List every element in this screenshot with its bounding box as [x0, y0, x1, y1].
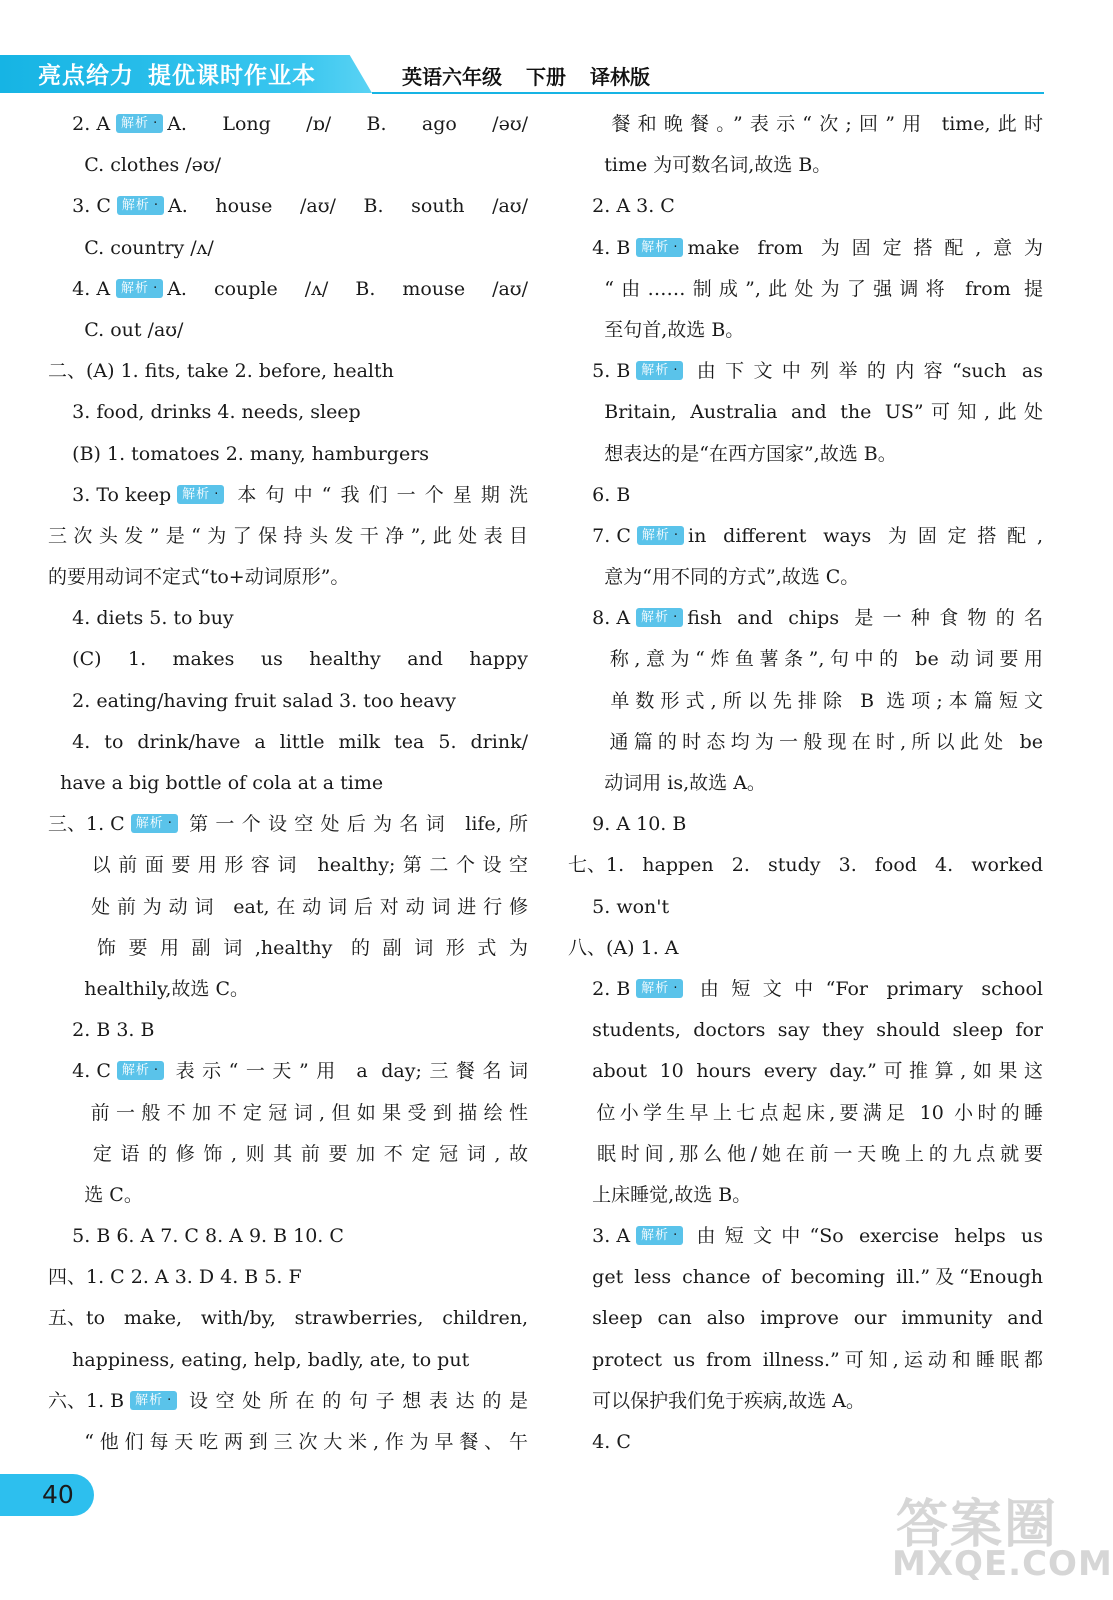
answer-marker: 8. A — [568, 607, 631, 630]
answer-line — [48, 1216, 528, 1257]
answer-text: A. couple /ʌ/ B. mouse /aʊ/ — [167, 277, 528, 300]
answer-line — [48, 639, 528, 680]
answer-text: 通篇的时态均为一般现在时,所以此处 be — [604, 730, 1043, 753]
answer-text: 三次头发”是“为了保持头发干净”,此处表目 — [48, 524, 528, 547]
answer-text: time 为可数名词,故选 B。 — [604, 154, 832, 177]
answer-marker — [48, 722, 72, 763]
answer-line — [568, 1381, 1043, 1422]
answer-marker — [568, 1134, 592, 1175]
answer-text: 第一个设空处后为名词 life,所 — [181, 813, 528, 836]
answer-text: C. clothes /əʊ/ — [84, 154, 222, 177]
answer-line — [48, 1093, 528, 1134]
answer-marker — [48, 1010, 72, 1051]
answer-text: 由下文中列举的内容“such as — [687, 360, 1043, 383]
edition: 译林版 — [590, 65, 650, 89]
answer-line — [568, 1051, 1043, 1092]
answer-marker — [568, 145, 604, 186]
answer-line — [568, 434, 1043, 475]
answer-marker — [568, 1093, 592, 1134]
answer-text: sleep can also improve our immunity and — [592, 1307, 1043, 1330]
analysis-badge: 解析 · — [636, 238, 683, 257]
answer-line — [48, 557, 528, 598]
answer-line — [568, 145, 1043, 186]
answer-line — [48, 845, 528, 886]
answer-text: 4. C — [592, 1431, 631, 1453]
answer-line — [568, 722, 1043, 763]
answer-marker — [48, 434, 72, 475]
answer-marker: 七、 — [568, 854, 607, 877]
answer-text: 4. to drink/have a little milk tea 5. drink/ — [72, 730, 528, 753]
page-header — [0, 0, 1087, 96]
answer-text: 饰要用副词,healthy 的副词形式为 — [84, 936, 528, 959]
answer-line — [48, 1257, 528, 1298]
answer-line — [48, 1175, 528, 1216]
answer-text: C. country /ʌ/ — [84, 236, 214, 259]
answer-line — [48, 392, 528, 433]
answer-line — [568, 1216, 1043, 1257]
answer-line — [568, 1134, 1043, 1175]
answer-text: 以前面要用形容词 healthy;第二个设空 — [84, 854, 528, 877]
answer-line — [48, 887, 528, 928]
answer-marker: 八、 — [568, 936, 607, 959]
answer-marker — [48, 598, 72, 639]
answer-marker — [48, 928, 84, 969]
left-column — [48, 104, 528, 1463]
answer-marker — [48, 1175, 84, 1216]
answer-line — [568, 845, 1043, 886]
answer-marker: 5. B — [568, 360, 631, 383]
answer-marker: 三、1. C — [48, 813, 125, 836]
answer-text: 餐和晚餐。”表示“次;回”用 time,此时 — [604, 113, 1043, 135]
answer-marker: 六、1. B — [48, 1389, 125, 1412]
answer-line — [568, 639, 1043, 680]
answer-marker: 3. C — [48, 195, 111, 218]
answer-text: fits, take 2. before, health — [144, 360, 394, 383]
answer-text: healthily,故选 C。 — [84, 977, 249, 1000]
answer-text: (B) 1. tomatoes 2. many, hamburgers — [72, 442, 430, 465]
answer-marker — [48, 392, 72, 433]
analysis-badge: 解析 · — [117, 196, 164, 215]
answer-line — [568, 598, 1043, 639]
answer-marker: 4. C — [48, 1060, 111, 1083]
answer-text: 6. B — [592, 483, 631, 506]
answer-line — [568, 1422, 1043, 1463]
answer-text: 由短文中“For primary school — [687, 977, 1043, 1000]
analysis-badge: 解析 · — [117, 1061, 164, 1080]
answer-text: 1. happen 2. study 3. food 4. worked — [606, 854, 1043, 877]
answer-marker — [568, 1298, 592, 1339]
answer-marker — [568, 1051, 592, 1092]
answer-marker — [568, 269, 604, 310]
answer-marker — [568, 1175, 592, 1216]
answer-marker — [48, 1422, 84, 1463]
answer-line — [48, 434, 528, 475]
answer-marker — [568, 804, 592, 845]
header-rule — [372, 92, 1044, 94]
answer-text: 5. won't — [592, 895, 670, 918]
answer-marker — [48, 639, 72, 680]
answer-text: 5. B 6. A 7. C 8. A 9. B 10. C — [72, 1225, 344, 1248]
answer-line — [568, 1298, 1043, 1339]
answer-marker — [48, 310, 84, 351]
answer-text: 可以保护我们免于疾病,故选 A。 — [592, 1389, 865, 1412]
answer-line — [48, 186, 528, 227]
book-info — [402, 61, 674, 90]
subject-grade: 英语六年级 — [402, 65, 502, 89]
answer-text: (C) 1. makes us healthy and happy — [72, 648, 528, 671]
answer-text: 由短文中“So exercise helps us — [687, 1225, 1043, 1248]
answer-marker — [568, 104, 604, 145]
answer-text: 前一般不加不定冠词,但如果受到描绘性 — [84, 1101, 528, 1124]
answer-marker — [568, 887, 592, 928]
answer-text: 称,意为“炸鱼薯条”,句中的 be 动词要用 — [604, 648, 1043, 671]
analysis-badge: 解析 · — [636, 1226, 683, 1245]
answer-line — [48, 475, 528, 516]
answer-text: 表示“一天”用 a day;三餐名词 — [168, 1060, 528, 1083]
answer-marker — [48, 228, 84, 269]
series-name: 提优课时作业本 — [148, 63, 316, 89]
answer-text: C. out /aʊ/ — [84, 318, 184, 341]
answer-marker — [568, 186, 592, 227]
answer-line — [568, 475, 1043, 516]
analysis-badge: 解析 · — [636, 979, 683, 998]
answer-text: 想表达的是“在西方国家”,故选 B。 — [604, 442, 897, 465]
answer-marker — [568, 681, 604, 722]
answer-line — [48, 928, 528, 969]
site-watermark — [876, 1482, 1113, 1592]
answer-line — [48, 1422, 528, 1463]
answer-text: 处前为动词 eat,在动词后对动词进行修 — [84, 895, 528, 918]
answer-marker: 二、(A) 1. — [48, 360, 145, 383]
answer-line — [48, 763, 528, 804]
answer-text: students, doctors say they should sleep for — [592, 1019, 1043, 1042]
answer-marker: 2. B — [568, 977, 631, 1000]
answer-text: 上床睡觉,故选 B。 — [592, 1183, 752, 1206]
answer-text: 至句首,故选 B。 — [604, 318, 745, 341]
analysis-badge: 解析 · — [131, 814, 178, 833]
answer-marker — [568, 1010, 592, 1051]
right-column — [568, 104, 1043, 1463]
answer-marker: 五、 — [48, 1307, 87, 1330]
answer-line — [568, 804, 1043, 845]
answer-marker — [568, 722, 604, 763]
answer-line — [568, 104, 1043, 145]
answer-line — [568, 1010, 1043, 1051]
answer-line — [48, 104, 528, 145]
answer-line — [48, 804, 528, 845]
answer-line — [48, 1340, 528, 1381]
answer-marker — [568, 1257, 592, 1298]
answer-marker — [568, 1340, 592, 1381]
answer-line — [568, 1257, 1043, 1298]
analysis-badge: 解析 · — [636, 361, 683, 380]
answer-text: 动词用 is,故选 A。 — [604, 772, 766, 794]
answer-text: happiness, eating, help, badly, ate, to put — [72, 1348, 470, 1371]
answer-text: 定语的修饰,则其前要加不定冠词,故 — [84, 1142, 528, 1165]
answer-text: protect us from illness.”可知,运动和睡眠都 — [592, 1348, 1043, 1371]
answer-line — [568, 269, 1043, 310]
watermark-logo-text: 答案圈 — [896, 1495, 1059, 1555]
answer-marker — [568, 763, 604, 804]
answer-line — [48, 598, 528, 639]
answer-text: “他们每天吃两到三次大米,作为早餐、午 — [84, 1431, 528, 1453]
answer-line — [48, 1381, 528, 1422]
answer-text: 意为“用不同的方式”,故选 C。 — [604, 566, 860, 589]
answer-marker — [568, 392, 604, 433]
answer-text: 2. A 3. C — [592, 195, 675, 218]
answer-marker: 2. A — [48, 113, 111, 135]
answer-marker: 4. B — [568, 236, 631, 259]
answer-line — [568, 186, 1043, 227]
answer-line — [48, 722, 528, 763]
answer-marker: 四、 — [48, 1266, 87, 1289]
answer-line — [48, 269, 528, 310]
answer-line — [568, 928, 1043, 969]
answer-marker — [568, 639, 604, 680]
answer-line — [568, 1175, 1043, 1216]
answer-text: 的要用动词不定式“to+动词原形”。 — [48, 566, 350, 589]
answer-text: 位小学生早上七点起床,要满足 10 小时的睡 — [592, 1101, 1043, 1124]
brand-title — [38, 57, 316, 90]
answer-marker — [48, 845, 84, 886]
answer-text: have a big bottle of cola at a time — [60, 772, 384, 794]
answer-marker — [48, 1093, 84, 1134]
answer-line — [48, 145, 528, 186]
answer-line — [568, 557, 1043, 598]
answer-line — [568, 763, 1043, 804]
answer-marker: 3. To keep — [48, 483, 172, 506]
answer-text: 2. B 3. B — [72, 1019, 155, 1042]
answer-line — [568, 1093, 1043, 1134]
answer-line — [48, 1051, 528, 1092]
answer-marker: 7. C — [568, 524, 631, 547]
answer-text: 3. food, drinks 4. needs, sleep — [72, 401, 361, 424]
answer-marker — [568, 434, 604, 475]
answer-text: 眠时间,那么他/她在前一天晚上的九点就要 — [592, 1142, 1043, 1165]
answer-marker — [568, 1422, 592, 1463]
answer-line — [48, 516, 528, 557]
watermark-url: MXQE.COM — [892, 1544, 1113, 1584]
answer-marker — [48, 763, 60, 804]
brand-name: 亮点给力 — [38, 63, 134, 89]
answer-marker — [568, 310, 604, 351]
answer-text: A. house /aʊ/ B. south /aʊ/ — [168, 195, 528, 218]
answer-text: Britain, Australia and the US”可知,此处 — [604, 401, 1043, 424]
answer-marker: 3. A — [568, 1225, 631, 1248]
answer-marker: 4. A — [48, 277, 111, 300]
answer-line — [568, 310, 1043, 351]
answer-text: 选 C。 — [84, 1183, 143, 1206]
answer-line — [48, 1010, 528, 1051]
answer-text: (A) 1. A — [606, 936, 679, 959]
answer-text: fish and chips 是一种食物的名 — [687, 607, 1043, 630]
answer-marker — [48, 887, 84, 928]
answer-line — [568, 681, 1043, 722]
answer-line — [48, 681, 528, 722]
volume: 下册 — [526, 65, 566, 89]
answer-text: make from 为固定搭配,意为 — [687, 236, 1043, 259]
answer-line — [48, 310, 528, 351]
answer-text: get less chance of becoming ill.”及“Enough — [592, 1266, 1043, 1289]
analysis-badge: 解析 · — [636, 608, 683, 627]
answer-line — [568, 228, 1043, 269]
answer-line — [48, 969, 528, 1010]
answer-line — [568, 392, 1043, 433]
answer-marker — [48, 681, 72, 722]
answer-marker — [48, 969, 84, 1010]
answer-line — [568, 969, 1043, 1010]
answer-line — [48, 1134, 528, 1175]
answer-text: to make, with/by, strawberries, children, — [86, 1307, 528, 1330]
answer-text: A. Long /ɒ/ B. ago /əʊ/ — [167, 113, 528, 135]
answer-text: in different ways 为固定搭配, — [688, 524, 1043, 547]
analysis-badge: 解析 · — [116, 114, 163, 133]
answer-line — [568, 887, 1043, 928]
answer-line — [568, 516, 1043, 557]
answer-text: 9. A 10. B — [592, 813, 687, 836]
answer-marker — [568, 557, 604, 598]
answer-text: 2. eating/having fruit salad 3. too heavy — [72, 689, 457, 712]
answer-text: about 10 hours every day.”可推算,如果这 — [592, 1060, 1043, 1083]
page-number: 40 — [42, 1480, 74, 1509]
answer-text: 4. diets 5. to buy — [72, 607, 234, 630]
answer-text: 本句中“我们一个星期洗 — [228, 483, 528, 506]
answer-line — [568, 1340, 1043, 1381]
analysis-badge: 解析 · — [116, 279, 163, 298]
answer-text: 1. C 2. A 3. D 4. B 5. F — [86, 1266, 302, 1289]
answer-text: “由……制成”,此处为了强调将 from 提 — [604, 277, 1043, 300]
answer-marker — [568, 475, 592, 516]
answer-text: 设空处所在的句子想表达的是 — [181, 1389, 528, 1412]
answer-marker — [48, 145, 84, 186]
answer-line — [568, 351, 1043, 392]
analysis-badge: 解析 · — [637, 526, 684, 545]
answer-marker — [48, 1340, 72, 1381]
answer-marker — [48, 1216, 72, 1257]
answer-line — [48, 1298, 528, 1339]
answer-text: 单数形式,所以先排除 B 选项;本篇短文 — [604, 689, 1043, 712]
answer-line — [48, 351, 528, 392]
answer-line — [48, 228, 528, 269]
answer-marker — [48, 1134, 84, 1175]
analysis-badge: 解析 · — [130, 1391, 177, 1410]
analysis-badge: 解析 · — [177, 485, 224, 504]
answer-marker — [568, 1381, 592, 1422]
